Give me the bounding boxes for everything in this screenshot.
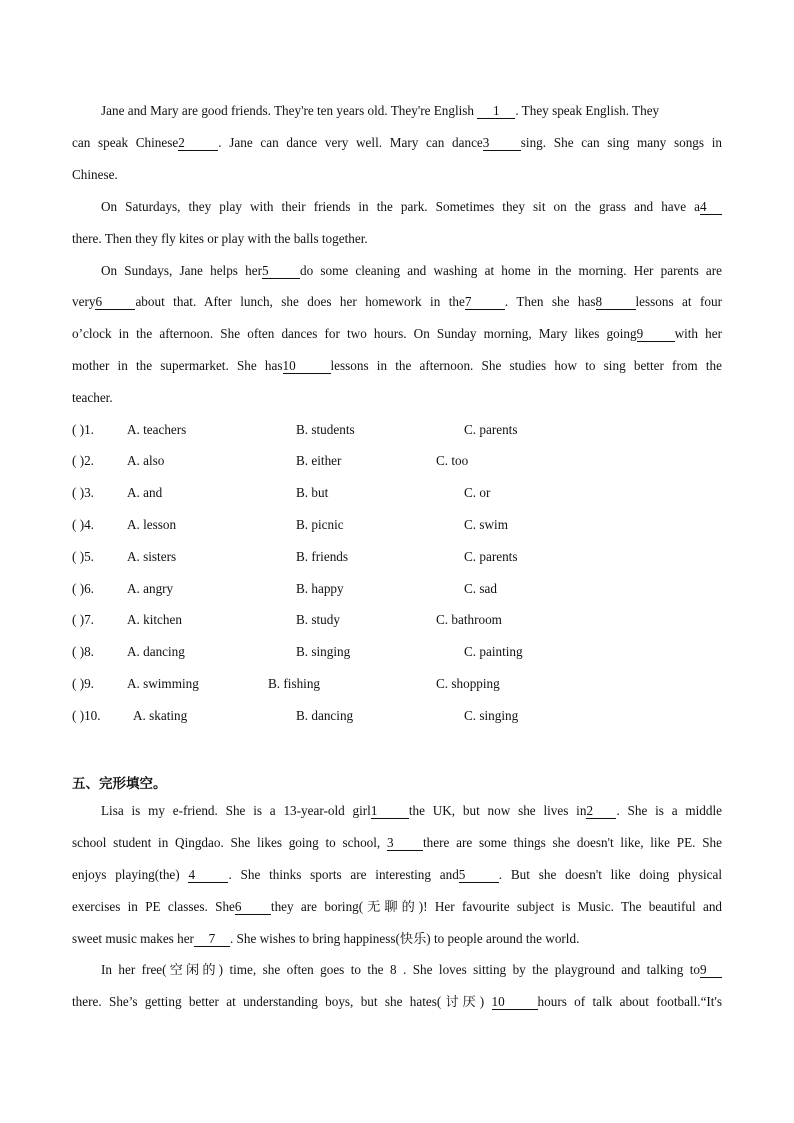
answer-blank[interactable]: 4: [188, 868, 228, 883]
question-row[interactable]: [72, 485, 722, 501]
question-number: ( )8.: [72, 644, 94, 659]
passage1-line: On Sundays, Jane helps her5 do some cleaning and washing at home in the morning. Her parents are: [101, 263, 723, 278]
option-c[interactable]: C. swim: [464, 517, 508, 532]
passage2-line: In her free(空闲的) time, she often goes to the 8 . She loves sitting by the playground and talking to9: [101, 962, 722, 978]
answer-blank[interactable]: 2: [178, 136, 218, 151]
question-row[interactable]: [72, 676, 722, 692]
answer-blank[interactable]: 7: [194, 932, 230, 947]
option-a[interactable]: A. swimming: [127, 676, 199, 691]
question-row[interactable]: [72, 581, 722, 597]
option-c[interactable]: C. parents: [464, 549, 518, 564]
answer-blank[interactable]: 7: [465, 295, 505, 310]
question-number: ( )3.: [72, 485, 94, 500]
option-a[interactable]: A. skating: [133, 708, 188, 723]
option-b[interactable]: B. fishing: [268, 676, 321, 691]
question-number: ( )2.: [72, 453, 94, 468]
answer-blank[interactable]: 3: [387, 836, 423, 851]
passage1-line: o’clock in the afternoon. She often dances for two hours. On Sunday morning, Mary likes going9 with her: [72, 326, 722, 341]
option-b[interactable]: B. either: [296, 453, 342, 468]
answer-blank[interactable]: 1: [477, 104, 515, 119]
passage2-line: enjoys playing(the) 4 . She thinks sports are interesting and5 . But she doesn't like doing physical: [72, 867, 722, 882]
question-number: ( )10.: [72, 708, 101, 723]
answer-blank[interactable]: 9: [700, 963, 722, 978]
passage1-line: On Saturdays, they play with their friends in the park. Sometimes they sit on the grass and have a4: [101, 199, 722, 215]
option-b[interactable]: B. friends: [296, 549, 349, 564]
option-a[interactable]: A. dancing: [127, 644, 185, 659]
option-a[interactable]: A. lesson: [127, 517, 177, 532]
option-b[interactable]: B. picnic: [296, 517, 344, 532]
option-a[interactable]: A. teachers: [127, 422, 187, 437]
answer-blank[interactable]: 9: [637, 327, 675, 342]
answer-blank[interactable]: 10: [283, 359, 331, 374]
answer-blank[interactable]: 2: [586, 804, 616, 819]
answer-blank[interactable]: 6: [95, 295, 135, 310]
question-number: ( )4.: [72, 517, 94, 532]
option-b[interactable]: B. but: [296, 485, 329, 500]
passage2-line: exercises in PE classes. She6 they are boring(无聊的)! Her favourite subject is Music. The beautiful and: [72, 899, 723, 914]
question-number: ( )9.: [72, 676, 94, 691]
answer-blank[interactable]: 8: [596, 295, 636, 310]
option-c[interactable]: C. sad: [464, 581, 497, 596]
question-row[interactable]: [72, 612, 722, 628]
option-b[interactable]: B. students: [296, 422, 355, 437]
option-b[interactable]: B. happy: [296, 581, 344, 596]
option-c[interactable]: C. parents: [464, 422, 518, 437]
option-b[interactable]: B. dancing: [296, 708, 354, 723]
question-row[interactable]: [72, 453, 722, 469]
option-c[interactable]: C. shopping: [436, 676, 500, 691]
question-row[interactable]: [72, 644, 722, 660]
passage2-line: there. She’s getting better at understanding boys, but she hates(讨厌) 10 hours of talk about football.“It's: [72, 994, 722, 1009]
passage2-line: school student in Qingdao. She likes going to school, 3 there are some things she doesn't like, like PE. She: [72, 835, 722, 850]
option-a[interactable]: A. also: [127, 453, 165, 468]
answer-blank[interactable]: 1: [371, 804, 409, 819]
passage1-line: teacher.: [72, 390, 113, 405]
answer-blank[interactable]: 5: [459, 868, 499, 883]
question-number: ( )6.: [72, 581, 94, 596]
question-row[interactable]: [72, 708, 722, 724]
option-a[interactable]: A. sisters: [127, 549, 177, 564]
option-b[interactable]: B. singing: [296, 644, 351, 659]
option-c[interactable]: C. painting: [464, 644, 523, 659]
option-c[interactable]: C. or: [464, 485, 491, 500]
question-row[interactable]: [72, 549, 722, 565]
passage1-line: mother in the supermarket. She has10 lessons in the afternoon. She studies how to sing better from the: [72, 358, 722, 373]
option-c[interactable]: C. singing: [464, 708, 519, 723]
question-number: ( )5.: [72, 549, 94, 564]
passage2-line: sweet music makes her 7 . She wishes to bring happiness(快乐) to people around the world.: [72, 931, 580, 946]
option-a[interactable]: A. kitchen: [127, 612, 182, 627]
answer-blank[interactable]: 3: [483, 136, 521, 151]
passage2-line: Lisa is my e-friend. She is a 13-year-old girl1 the UK, but now she lives in2 . She is a middle: [101, 803, 723, 818]
option-a[interactable]: A. angry: [127, 581, 174, 596]
passage1-line: very6 about that. After lunch, she does her homework in the7 . Then she has8 lessons at four: [72, 294, 722, 309]
answer-blank[interactable]: 5: [262, 264, 300, 279]
answer-blank[interactable]: 6: [235, 900, 271, 915]
passage1-line: Chinese.: [72, 167, 118, 182]
passage1-line: can speak Chinese2 . Jane can dance very well. Mary can dance3 sing. She can sing many songs in: [72, 135, 723, 150]
question-row[interactable]: [72, 422, 722, 438]
question-number: ( )1.: [72, 422, 94, 437]
passage1-line: there. Then they fly kites or play with the balls together.: [72, 231, 368, 246]
question-row[interactable]: [72, 517, 722, 533]
option-c[interactable]: C. bathroom: [436, 612, 502, 627]
option-c[interactable]: C. too: [436, 453, 469, 468]
passage1-line: Jane and Mary are good friends. They're ten years old. They're English 1 . They speak English. They: [101, 103, 660, 118]
option-b[interactable]: B. study: [296, 612, 340, 627]
answer-blank[interactable]: 10: [492, 995, 538, 1010]
option-a[interactable]: A. and: [127, 485, 163, 500]
answer-blank[interactable]: 4: [700, 200, 722, 215]
section-heading: 五、完形填空。: [72, 776, 167, 792]
question-number: ( )7.: [72, 612, 94, 627]
